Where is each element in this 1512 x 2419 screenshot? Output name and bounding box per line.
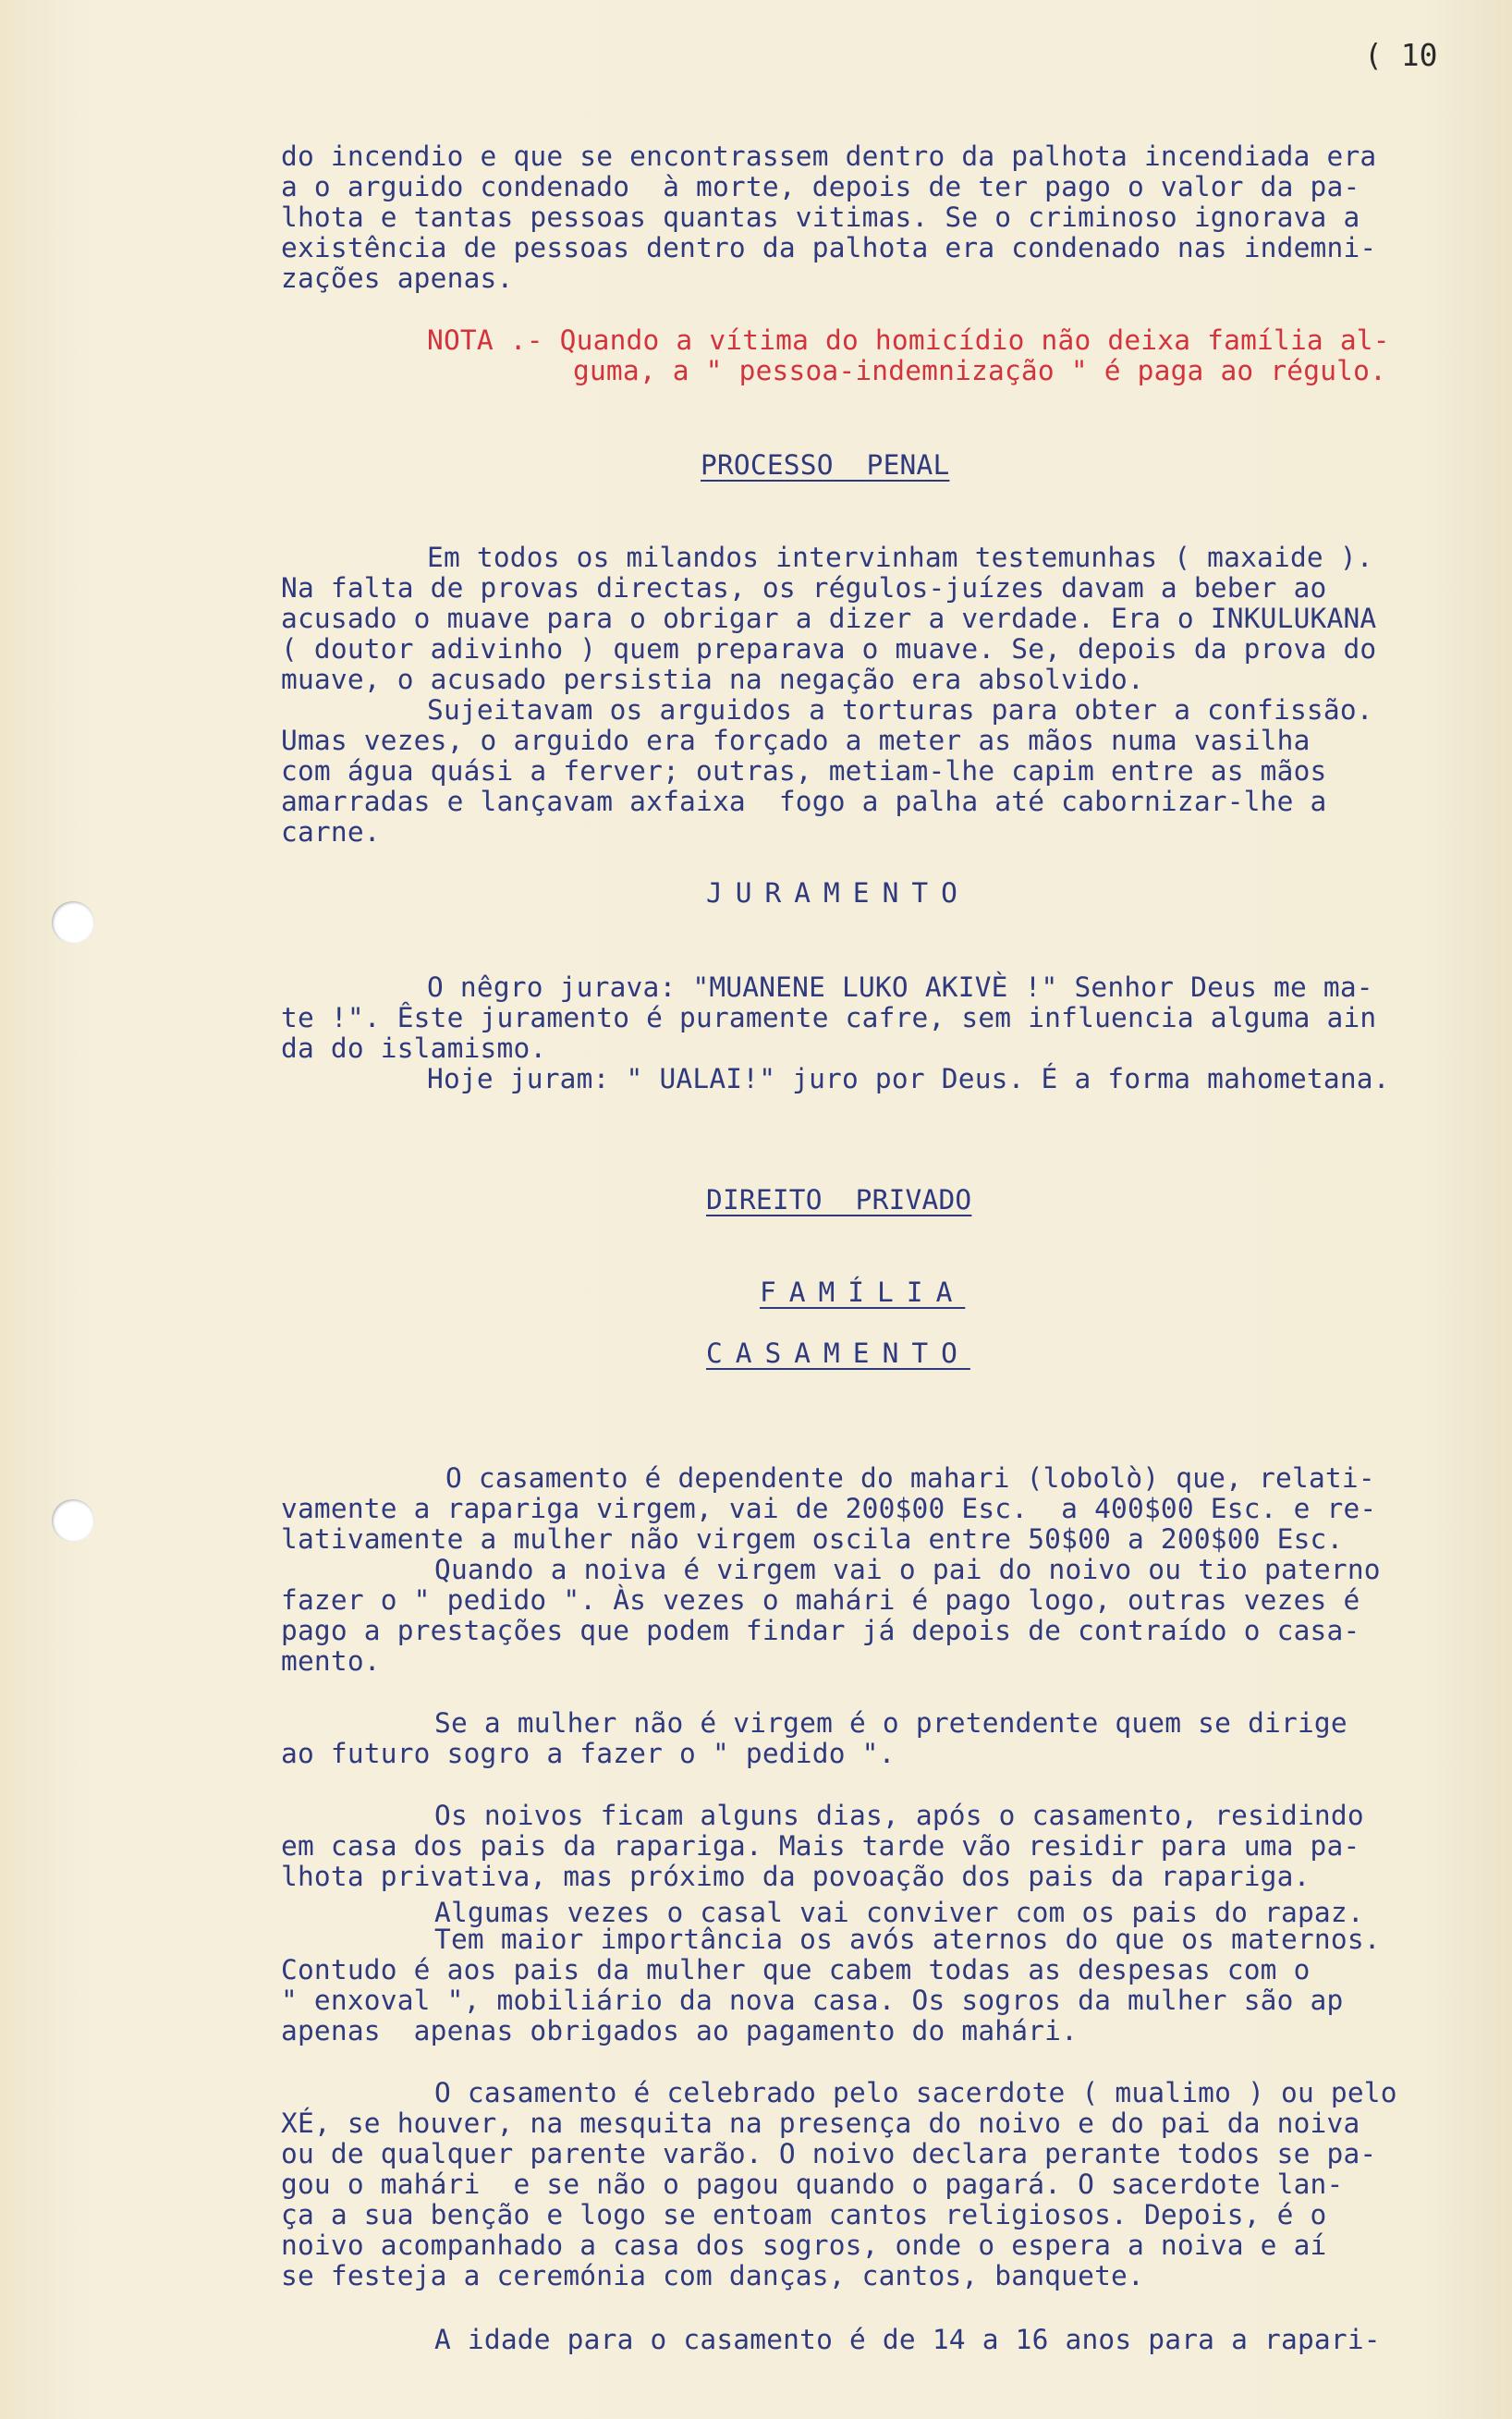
text-line: Umas vezes, o arguido era forçado a meter as mãos numa vasilha [281, 725, 1311, 756]
text-line: carne. [281, 816, 381, 848]
text-line: Algumas vezes o casal vai conviver com os pais do rapaz. [434, 1897, 1364, 1928]
text-line: Se a mulher não é virgem é o pretendente quem se dirige [434, 1707, 1347, 1739]
text-line: gou o mahári e se não o pagou quando o pagará. O sacerdote lan- [281, 2169, 1344, 2200]
text-line: amarradas e lançavam axfaixa fogo a palha até cabornizar-lhe a [281, 786, 1327, 817]
text-line: Em todos os milandos intervinham testemunhas ( maxaide ). [427, 542, 1373, 573]
text-line: " enxoval ", mobiliário da nova casa. Os sogros da mulher são ap [281, 1985, 1344, 2016]
text-line: pago a prestações que podem findar já depois de contraído o casa- [281, 1615, 1360, 1646]
text-line: fazer o " pedido ". Às vezes o mahári é pago logo, outras vezes é [281, 1584, 1360, 1616]
text-line: XÉ, se houver, na mesquita na presença do noivo e do pai da noiva [281, 2107, 1360, 2139]
text-line: Hoje juram: " UALAI!" juro por Deus. É a forma mahometana. [427, 1063, 1390, 1094]
text-line: se festeja a ceremónia com danças, cantos, banquete. [281, 2260, 1144, 2291]
text-line: da do islamismo. [281, 1032, 547, 1064]
text-line: lhota e tantas pessoas quantas vitimas. Se o criminoso ignorava a [281, 202, 1360, 233]
text-line: com água quási a ferver; outras, metiam-lhe capim entre as mãos [281, 755, 1327, 787]
text-line: Na falta de provas directas, os régulos-juízes davam a beber ao [281, 572, 1327, 604]
page-number: ( 10 [1364, 37, 1438, 73]
text-line: apenas apenas obrigados ao pagamento do mahári. [281, 2015, 1079, 2046]
text-line: mento. [281, 1645, 381, 1677]
text-line: Quando a noiva é virgem vai o pai do noivo ou tio paterno [434, 1554, 1381, 1585]
section-heading: DIREITO PRIVADO [706, 1184, 972, 1216]
text-line: A idade para o casamento é de 14 a 16 anos para a rapari- [434, 2324, 1381, 2355]
text-line: em casa dos pais da rapariga. Mais tarde vão residir para uma pa- [281, 1830, 1360, 1862]
section-heading: PROCESSO PENAL [701, 449, 950, 481]
punch-hole [52, 901, 94, 944]
text-line: acusado o muave para o obrigar a dizer a verdade. Era o INKULUKANA [281, 603, 1377, 634]
punch-hole [52, 1499, 94, 1542]
text-line: lhota privativa, mas próximo da povoação dos pais da rapariga. [281, 1861, 1311, 1892]
section-heading: CASAMENTO [706, 1338, 970, 1369]
text-line: vamente a rapariga virgem, vai de 200$00 Esc. a 400$00 Esc. e re- [281, 1493, 1377, 1524]
section-heading: FAMÍLIA [760, 1277, 966, 1308]
text-line: noivo acompanhado a casa dos sogros, onde o espera a noiva e aí [281, 2230, 1327, 2261]
section-heading: JURAMENTO [706, 877, 970, 909]
text-line: ao futuro sogro a fazer o " pedido ". [281, 1738, 896, 1769]
text-line: do incendio e que se encontrassem dentro da palhota incendiada era [281, 140, 1377, 172]
text-line: zações apenas. [281, 263, 514, 294]
text-line: ( doutor adivinho ) quem preparava o muave. Se, depois da prova do [281, 633, 1377, 665]
text-line: lativamente a mulher não virgem oscila entre 50$00 a 200$00 Esc. [281, 1523, 1344, 1555]
text-line: O nêgro jurava: "MUANENE LUKO AKIVÈ !" Senhor Deus me ma- [427, 971, 1373, 1003]
note-line: guma, a " pessoa-indemnização " é paga ao régulo. [573, 355, 1387, 386]
text-line: Contudo é aos pais da mulher que cabem todas as despesas com o [281, 1954, 1311, 1985]
text-line: ça a sua benção e logo se entoam cantos religiosos. Depois, é o [281, 2199, 1327, 2230]
text-line: Os noivos ficam alguns dias, após o casamento, residindo [434, 1800, 1364, 1831]
text-line: existência de pessoas dentro da palhota era condenado nas indemni- [281, 232, 1377, 263]
note-line: NOTA .- Quando a vítima do homicídio não deixa família al- [427, 324, 1390, 356]
text-line: Tem maior importância os avós aternos do que os maternos. [434, 1924, 1381, 1955]
text-line: a o arguido condenado à morte, depois de ter pago o valor da pa- [281, 171, 1360, 202]
text-line: Sujeitavam os arguidos a torturas para obter a confissão. [427, 694, 1373, 726]
text-line: O casamento é celebrado pelo sacerdote ( mualimo ) ou pelo [434, 2077, 1397, 2108]
text-line: muave, o acusado persistia na negação era absolvido. [281, 664, 1144, 695]
text-line: ou de qualquer parente varão. O noivo declara perante todos se pa- [281, 2138, 1377, 2169]
text-line: O casamento é dependente do mahari (lobolò) que, relati- [445, 1462, 1375, 1494]
text-line: te !". Êste juramento é puramente cafre, sem influencia alguma ain [281, 1002, 1377, 1033]
